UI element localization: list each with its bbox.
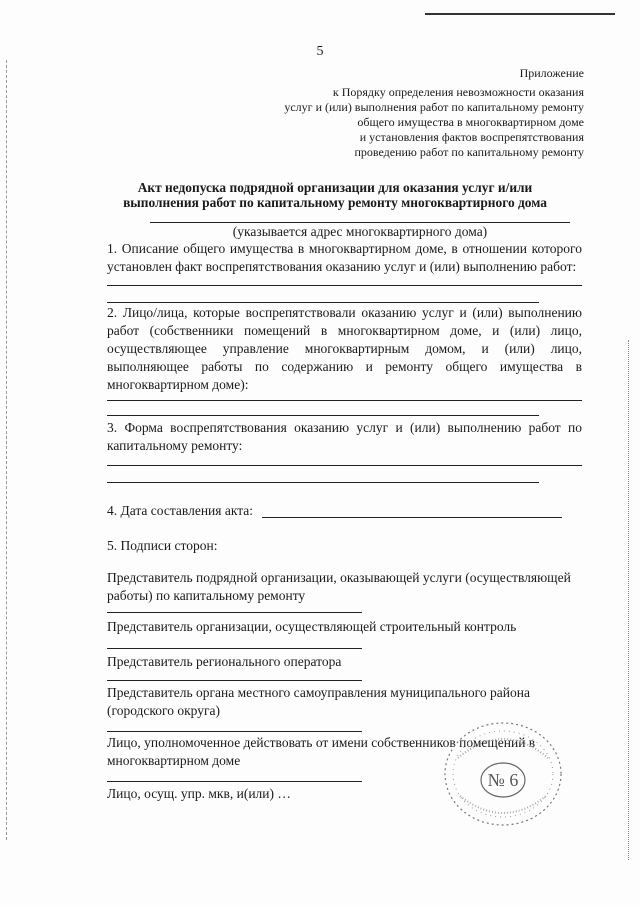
appendix-line: общего имущества в многоквартирном доме <box>357 115 584 129</box>
title-line-2: выполнения работ по капитальному ремонту многоквартирного дома <box>123 195 547 210</box>
stamp-number: № 6 <box>487 770 519 790</box>
section-2-text: 2. Лицо/лица, которые воспрепятствовали оказанию услуг и (или) выполнению работ (собственники помещений в многоквартирном доме, и (или) лицо, осуществляющее управление многоквартирным домом, и (или) лицо, выполняющее работы по содержанию и ремонту общего имущества в многоквартирном доме): <box>107 305 582 392</box>
appendix-label: Приложение <box>519 66 584 80</box>
fill-line <box>107 285 582 286</box>
section-4-text: 4. Дата составления акта: <box>107 503 254 518</box>
round-stamp <box>440 718 566 830</box>
fill-line <box>107 400 582 401</box>
appendix-line: услуг и (или) выполнения работ по капитальному ремонту <box>284 100 584 114</box>
section-1-text: 1. Описание общего имущества в многоквартирном доме, в отношении которого установлен факт воспрепятствования оказанию услуг и (или) выполнению работ: <box>107 241 582 274</box>
appendix-header <box>284 66 584 160</box>
fill-line <box>107 302 539 303</box>
page-number: 5 <box>316 44 324 59</box>
address-field-line <box>150 222 570 223</box>
appendix-line: к Порядку определения невозможности оказания <box>332 85 584 99</box>
document-title <box>95 180 575 210</box>
signatory-local-government: Представитель органа местного самоуправления муниципального района (городского округа) <box>107 685 530 718</box>
section-5-text: 5. Подписи сторон: <box>107 538 218 553</box>
scan-right-edge <box>628 340 629 860</box>
title-line-1: Акт недопуска подрядной организации для оказания услуг и/или <box>137 180 533 195</box>
address-hint: (указывается адрес многоквартирного дома) <box>232 224 488 239</box>
appendix-line: проведению работ по капитальному ремонту <box>354 145 584 159</box>
fill-line <box>107 482 539 483</box>
signatory-owners-representative: Лицо, уполномоченное действовать от имени собственников помещений в многоквартирном доме <box>107 735 536 768</box>
signatory-regional-operator: Представитель регионального оператора <box>107 654 342 669</box>
section-3-text: 3. Форма воспрепятствования оказанию услуг и (или) выполнению работ по капитальному ремонту: <box>107 420 582 453</box>
signatory-manager: Лицо, осущ. упр. мкв, и(или) … <box>107 786 291 801</box>
signature-line <box>107 731 362 732</box>
signatory-contractor: Представитель подрядной организации, оказывающей услуги (осуществляющей работы) по капитальному ремонту <box>107 570 571 603</box>
signature-line <box>107 648 362 649</box>
signatory-construction-control: Представитель организации, осуществляющей строительный контроль <box>107 619 517 634</box>
appendix-line: и установления фактов воспрепятствования <box>359 130 584 144</box>
signature-line <box>107 680 362 681</box>
scan-top-line <box>425 13 615 15</box>
signature-line <box>107 781 362 782</box>
date-fill-line <box>262 517 562 518</box>
scan-left-edge <box>6 60 7 840</box>
signature-line <box>107 612 362 613</box>
fill-line <box>107 415 539 416</box>
fill-line <box>107 465 582 466</box>
